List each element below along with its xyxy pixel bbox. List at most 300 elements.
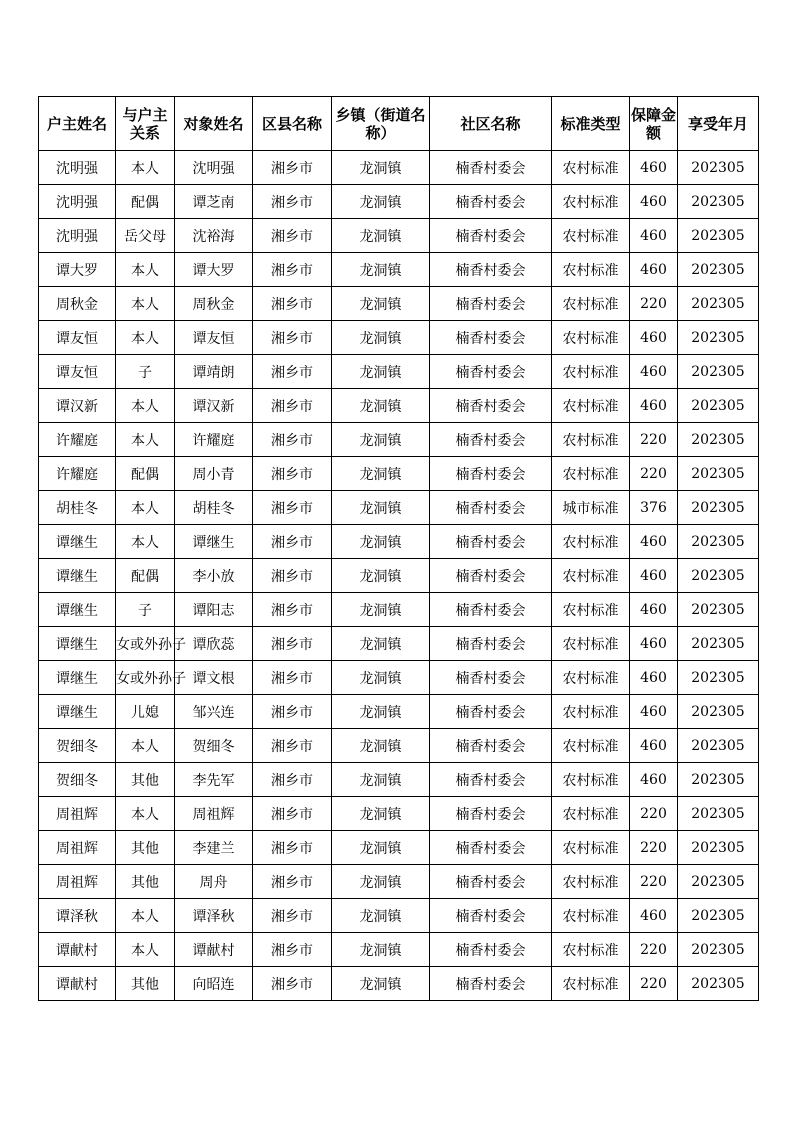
amount-cell — [630, 593, 678, 627]
county-cell — [253, 899, 332, 933]
amount-cell — [630, 219, 678, 253]
community-cell — [430, 593, 552, 627]
relation-cell — [116, 831, 175, 865]
county-cell-text: 湘乡市 — [271, 330, 313, 347]
township-cell — [332, 661, 430, 695]
month-cell — [678, 865, 759, 899]
householder-name-cell-text: 谭友恒 — [56, 364, 98, 381]
householder-name-cell-text: 沈明强 — [56, 228, 98, 245]
amount-cell — [630, 423, 678, 457]
community-cell-text: 楠香村委会 — [455, 840, 526, 857]
recipient-name-cell — [175, 933, 253, 967]
month-cell-text: 202305 — [691, 873, 745, 890]
standard-type-cell-text: 农村标准 — [562, 330, 619, 347]
householder-name-cell — [39, 933, 116, 967]
county-cell — [253, 661, 332, 695]
month-cell-text: 202305 — [691, 465, 745, 482]
community-cell — [430, 695, 552, 729]
township-cell-text: 龙洞镇 — [359, 976, 402, 993]
community-cell-text: 楠香村委会 — [455, 738, 526, 755]
amount-cell-text: 220 — [640, 873, 667, 890]
township-cell-text: 龙洞镇 — [359, 160, 402, 177]
county-cell-text: 湘乡市 — [271, 602, 313, 619]
recipient-name-cell — [175, 253, 253, 287]
county-cell — [253, 151, 332, 185]
recipient-name-cell — [175, 491, 253, 525]
amount-cell-text: 220 — [640, 465, 667, 482]
month-cell-text: 202305 — [691, 669, 745, 686]
relation-cell-text: 其他 — [131, 976, 159, 993]
recipient-name-cell — [175, 797, 253, 831]
householder-name-cell — [39, 253, 116, 287]
table-row — [39, 933, 759, 967]
community-cell — [430, 967, 552, 1001]
community-cell — [430, 423, 552, 457]
county-cell-text: 湘乡市 — [271, 772, 313, 789]
standard-type-cell — [552, 729, 630, 763]
relation-cell-text: 本人 — [131, 432, 159, 449]
amount-cell — [630, 151, 678, 185]
county-cell — [253, 797, 332, 831]
householder-name-cell-text: 谭继生 — [56, 704, 98, 721]
relation-cell — [116, 219, 175, 253]
amount-cell-text: 220 — [640, 941, 667, 958]
month-cell-text: 202305 — [691, 295, 745, 312]
relation-cell-text: 本人 — [131, 942, 159, 959]
community-cell — [430, 287, 552, 321]
community-cell-text: 楠香村委会 — [455, 330, 526, 347]
amount-cell — [630, 967, 678, 1001]
month-cell — [678, 729, 759, 763]
county-cell — [253, 491, 332, 525]
amount-cell — [630, 933, 678, 967]
county-cell-text: 湘乡市 — [271, 840, 313, 857]
householder-name-cell-text: 许耀庭 — [56, 466, 98, 483]
householder-name-cell-text: 谭献村 — [56, 942, 98, 959]
recipient-name-cell — [175, 865, 253, 899]
amount-cell — [630, 287, 678, 321]
relation-cell-text: 本人 — [131, 534, 159, 551]
table-row — [39, 899, 759, 933]
recipient-name-cell — [175, 559, 253, 593]
table-row — [39, 627, 759, 661]
recipient-name-cell — [175, 525, 253, 559]
table-body — [39, 151, 759, 1001]
relation-cell-text: 本人 — [131, 908, 159, 925]
community-cell-text: 楠香村委会 — [455, 534, 526, 551]
standard-type-cell — [552, 355, 630, 389]
standard-type-cell-text: 农村标准 — [562, 806, 619, 823]
community-cell — [430, 389, 552, 423]
recipient-name-cell — [175, 219, 253, 253]
amount-cell-text: 460 — [640, 601, 667, 618]
recipient-name-cell — [175, 899, 253, 933]
recipient-name-cell-text: 谭文根 — [192, 670, 235, 687]
table-row — [39, 423, 759, 457]
amount-cell — [630, 389, 678, 423]
householder-name-cell-text: 谭继生 — [56, 534, 98, 551]
recipient-name-cell-text: 周小青 — [192, 466, 235, 483]
recipient-name-cell — [175, 967, 253, 1001]
month-cell-text: 202305 — [691, 567, 745, 584]
county-cell — [253, 967, 332, 1001]
recipient-name-cell-text: 李建兰 — [192, 840, 235, 857]
county-cell — [253, 695, 332, 729]
standard-type-cell-text: 农村标准 — [562, 432, 619, 449]
month-cell-text: 202305 — [691, 397, 745, 414]
table-row — [39, 219, 759, 253]
relation-cell-text: 其他 — [131, 874, 159, 891]
community-cell-text: 楠香村委会 — [455, 364, 526, 381]
relation-cell-text: 本人 — [131, 160, 159, 177]
month-cell — [678, 933, 759, 967]
standard-type-cell — [552, 593, 630, 627]
township-cell — [332, 559, 430, 593]
community-cell — [430, 627, 552, 661]
amount-cell-text: 220 — [640, 975, 667, 992]
amount-cell-text: 460 — [640, 329, 667, 346]
table-row — [39, 457, 759, 491]
month-cell-text: 202305 — [691, 363, 745, 380]
month-cell — [678, 151, 759, 185]
township-cell-text: 龙洞镇 — [359, 194, 402, 211]
recipient-name-cell-text: 谭阳志 — [192, 602, 235, 619]
community-cell-text: 楠香村委会 — [455, 568, 526, 585]
householder-name-cell — [39, 967, 116, 1001]
recipient-name-cell-text: 谭泽秋 — [192, 908, 235, 925]
community-cell-text: 楠香村委会 — [455, 228, 526, 245]
recipient-name-cell-text: 谭芝南 — [192, 194, 235, 211]
table-row — [39, 287, 759, 321]
recipient-name-cell-text: 沈明强 — [192, 160, 235, 177]
month-cell-text: 202305 — [691, 941, 745, 958]
recipient-name-cell-text: 胡桂冬 — [192, 500, 235, 517]
recipient-name-cell-text: 谭大罗 — [192, 262, 235, 279]
community-cell — [430, 729, 552, 763]
recipient-name-cell-text: 李小放 — [192, 568, 235, 585]
relation-cell-text: 本人 — [131, 296, 159, 313]
householder-name-cell — [39, 899, 116, 933]
community-cell — [430, 899, 552, 933]
township-cell-text: 龙洞镇 — [359, 330, 402, 347]
relation-cell — [116, 797, 175, 831]
standard-type-cell-text: 农村标准 — [562, 704, 619, 721]
community-cell — [430, 355, 552, 389]
householder-name-cell-text: 谭友恒 — [56, 330, 98, 347]
month-cell-text: 202305 — [691, 771, 745, 788]
relation-cell — [116, 525, 175, 559]
relation-cell-text: 本人 — [131, 500, 159, 517]
relation-cell — [116, 355, 175, 389]
month-cell — [678, 627, 759, 661]
community-cell-text: 楠香村委会 — [455, 908, 526, 925]
month-cell-text: 202305 — [691, 193, 745, 210]
township-cell — [332, 797, 430, 831]
amount-cell — [630, 559, 678, 593]
householder-name-cell — [39, 185, 116, 219]
amount-cell — [630, 729, 678, 763]
month-cell — [678, 525, 759, 559]
table-row — [39, 151, 759, 185]
county-cell-text: 湘乡市 — [271, 398, 313, 415]
county-cell-text: 湘乡市 — [271, 296, 313, 313]
standard-type-cell — [552, 797, 630, 831]
township-cell — [332, 865, 430, 899]
month-cell — [678, 559, 759, 593]
county-cell — [253, 185, 332, 219]
community-cell-text: 楠香村委会 — [455, 806, 526, 823]
township-cell-text: 龙洞镇 — [359, 432, 402, 449]
standard-type-cell-text: 农村标准 — [562, 636, 619, 653]
householder-name-cell-text: 谭继生 — [56, 568, 98, 585]
amount-cell-text: 460 — [640, 397, 667, 414]
community-cell — [430, 491, 552, 525]
township-cell — [332, 185, 430, 219]
standard-type-cell-text: 农村标准 — [562, 364, 619, 381]
community-cell — [430, 219, 552, 253]
township-cell-text: 龙洞镇 — [359, 670, 402, 687]
month-cell — [678, 457, 759, 491]
recipient-name-cell — [175, 355, 253, 389]
standard-type-cell — [552, 559, 630, 593]
relation-cell — [116, 185, 175, 219]
householder-name-cell — [39, 797, 116, 831]
recipient-name-cell — [175, 695, 253, 729]
standard-type-cell-text: 农村标准 — [562, 262, 619, 279]
county-cell-text: 湘乡市 — [271, 534, 313, 551]
householder-name-cell — [39, 695, 116, 729]
recipient-name-cell-text: 周舟 — [199, 874, 228, 891]
table-row — [39, 185, 759, 219]
householder-name-cell — [39, 389, 116, 423]
relation-cell-text: 其他 — [131, 772, 159, 789]
relation-cell — [116, 457, 175, 491]
township-cell-text: 龙洞镇 — [359, 806, 402, 823]
standard-type-cell — [552, 967, 630, 1001]
standard-type-cell — [552, 831, 630, 865]
amount-cell — [630, 355, 678, 389]
county-cell — [253, 831, 332, 865]
community-cell-text: 楠香村委会 — [455, 296, 526, 313]
amount-cell-text: 460 — [640, 363, 667, 380]
township-cell — [332, 593, 430, 627]
relation-cell — [116, 933, 175, 967]
recipient-name-cell — [175, 321, 253, 355]
county-cell-text: 湘乡市 — [271, 262, 313, 279]
table-row — [39, 797, 759, 831]
recipient-name-cell-text: 谭汉新 — [192, 398, 235, 415]
county-cell-text: 湘乡市 — [271, 636, 313, 653]
county-cell-text: 湘乡市 — [271, 874, 313, 891]
header-relation: 与户主关系 — [116, 97, 175, 151]
township-cell — [332, 457, 430, 491]
table-row — [39, 389, 759, 423]
standard-type-cell-text: 农村标准 — [562, 194, 619, 211]
table-row — [39, 729, 759, 763]
header-standard-type: 标准类型 — [552, 97, 630, 151]
recipient-name-cell-text: 谭欣蕊 — [192, 636, 235, 653]
householder-name-cell — [39, 831, 116, 865]
relation-cell — [116, 899, 175, 933]
table-row — [39, 695, 759, 729]
county-cell — [253, 525, 332, 559]
county-cell-text: 湘乡市 — [271, 194, 313, 211]
relation-cell-text: 儿媳 — [131, 704, 159, 721]
relation-cell-text: 配偶 — [131, 568, 159, 585]
standard-type-cell-text: 农村标准 — [562, 398, 619, 415]
table-row — [39, 865, 759, 899]
recipient-name-cell — [175, 457, 253, 491]
county-cell — [253, 287, 332, 321]
relation-cell — [116, 967, 175, 1001]
relation-cell — [116, 593, 175, 627]
householder-name-cell — [39, 355, 116, 389]
table-row — [39, 593, 759, 627]
standard-type-cell — [552, 219, 630, 253]
table-row — [39, 831, 759, 865]
header-township: 乡镇（街道名称） — [332, 97, 430, 151]
recipient-name-cell-text: 李先军 — [192, 772, 235, 789]
householder-name-cell — [39, 321, 116, 355]
county-cell — [253, 389, 332, 423]
householder-name-cell-text: 周祖辉 — [56, 840, 98, 857]
amount-cell — [630, 865, 678, 899]
amount-cell — [630, 185, 678, 219]
standard-type-cell — [552, 525, 630, 559]
county-cell-text: 湘乡市 — [271, 160, 313, 177]
township-cell — [332, 967, 430, 1001]
amount-cell-text: 460 — [640, 907, 667, 924]
community-cell — [430, 559, 552, 593]
relation-cell-text: 本人 — [131, 398, 159, 415]
header-month: 享受年月 — [678, 97, 759, 151]
county-cell — [253, 933, 332, 967]
month-cell-text: 202305 — [691, 635, 745, 652]
relation-cell-text: 本人 — [131, 806, 159, 823]
county-cell-text: 湘乡市 — [271, 738, 313, 755]
county-cell-text: 湘乡市 — [271, 228, 313, 245]
county-cell-text: 湘乡市 — [271, 908, 313, 925]
relation-cell — [116, 491, 175, 525]
community-cell-text: 楠香村委会 — [455, 670, 526, 687]
township-cell — [332, 423, 430, 457]
community-cell — [430, 321, 552, 355]
standard-type-cell-text: 农村标准 — [562, 840, 619, 857]
township-cell-text: 龙洞镇 — [359, 738, 402, 755]
standard-type-cell — [552, 933, 630, 967]
month-cell-text: 202305 — [691, 329, 745, 346]
recipient-name-cell-text: 谭献村 — [192, 942, 235, 959]
table-row — [39, 967, 759, 1001]
standard-type-cell-text: 农村标准 — [562, 738, 619, 755]
township-cell-text: 龙洞镇 — [359, 568, 402, 585]
county-cell — [253, 321, 332, 355]
month-cell-text: 202305 — [691, 703, 745, 720]
relation-cell-text: 其他 — [131, 840, 159, 857]
month-cell — [678, 593, 759, 627]
standard-type-cell-text: 农村标准 — [562, 296, 619, 313]
standard-type-cell-text: 城市标准 — [562, 500, 619, 517]
relation-cell-text: 本人 — [131, 330, 159, 347]
householder-name-cell — [39, 525, 116, 559]
standard-type-cell — [552, 185, 630, 219]
recipient-name-cell — [175, 831, 253, 865]
householder-name-cell-text: 谭继生 — [56, 636, 98, 653]
amount-cell-text: 220 — [640, 431, 667, 448]
community-cell-text: 楠香村委会 — [455, 432, 526, 449]
county-cell-text: 湘乡市 — [271, 976, 313, 993]
township-cell — [332, 389, 430, 423]
amount-cell — [630, 899, 678, 933]
householder-name-cell — [39, 729, 116, 763]
community-cell-text: 楠香村委会 — [455, 976, 526, 993]
month-cell — [678, 355, 759, 389]
township-cell — [332, 729, 430, 763]
amount-cell-text: 376 — [640, 499, 667, 516]
township-cell — [332, 899, 430, 933]
community-cell — [430, 933, 552, 967]
month-cell — [678, 185, 759, 219]
amount-cell-text: 220 — [640, 839, 667, 856]
relation-cell — [116, 729, 175, 763]
month-cell-text: 202305 — [691, 499, 745, 516]
county-cell — [253, 219, 332, 253]
amount-cell — [630, 525, 678, 559]
householder-name-cell-text: 贺细冬 — [56, 772, 98, 789]
county-cell — [253, 865, 332, 899]
standard-type-cell — [552, 423, 630, 457]
township-cell-text: 龙洞镇 — [359, 296, 402, 313]
month-cell — [678, 423, 759, 457]
community-cell-text: 楠香村委会 — [455, 772, 526, 789]
amount-cell — [630, 695, 678, 729]
table-row — [39, 491, 759, 525]
community-cell-text: 楠香村委会 — [455, 160, 526, 177]
community-cell-text: 楠香村委会 — [455, 704, 526, 721]
county-cell — [253, 729, 332, 763]
community-cell — [430, 831, 552, 865]
community-cell-text: 楠香村委会 — [455, 874, 526, 891]
householder-name-cell — [39, 423, 116, 457]
table-row — [39, 661, 759, 695]
householder-name-cell-text: 沈明强 — [56, 160, 98, 177]
recipient-name-cell-text: 周祖辉 — [192, 806, 235, 823]
standard-type-cell — [552, 287, 630, 321]
month-cell — [678, 491, 759, 525]
county-cell — [253, 763, 332, 797]
standard-type-cell-text: 农村标准 — [562, 228, 619, 245]
month-cell-text: 202305 — [691, 533, 745, 550]
month-cell — [678, 763, 759, 797]
month-cell-text: 202305 — [691, 227, 745, 244]
recipient-name-cell — [175, 729, 253, 763]
relation-cell-text: 子 — [138, 602, 152, 619]
householder-name-cell-text: 谭大罗 — [56, 262, 98, 279]
community-cell — [430, 151, 552, 185]
householder-name-cell — [39, 865, 116, 899]
recipient-name-cell — [175, 185, 253, 219]
householder-name-cell-text: 谭泽秋 — [56, 908, 98, 925]
month-cell — [678, 389, 759, 423]
householder-name-cell-text: 许耀庭 — [56, 432, 98, 449]
township-cell — [332, 525, 430, 559]
township-cell-text: 龙洞镇 — [359, 534, 402, 551]
standard-type-cell-text: 农村标准 — [562, 874, 619, 891]
recipient-name-cell — [175, 287, 253, 321]
relation-cell — [116, 253, 175, 287]
county-cell — [253, 355, 332, 389]
standard-type-cell-text: 农村标准 — [562, 772, 619, 789]
